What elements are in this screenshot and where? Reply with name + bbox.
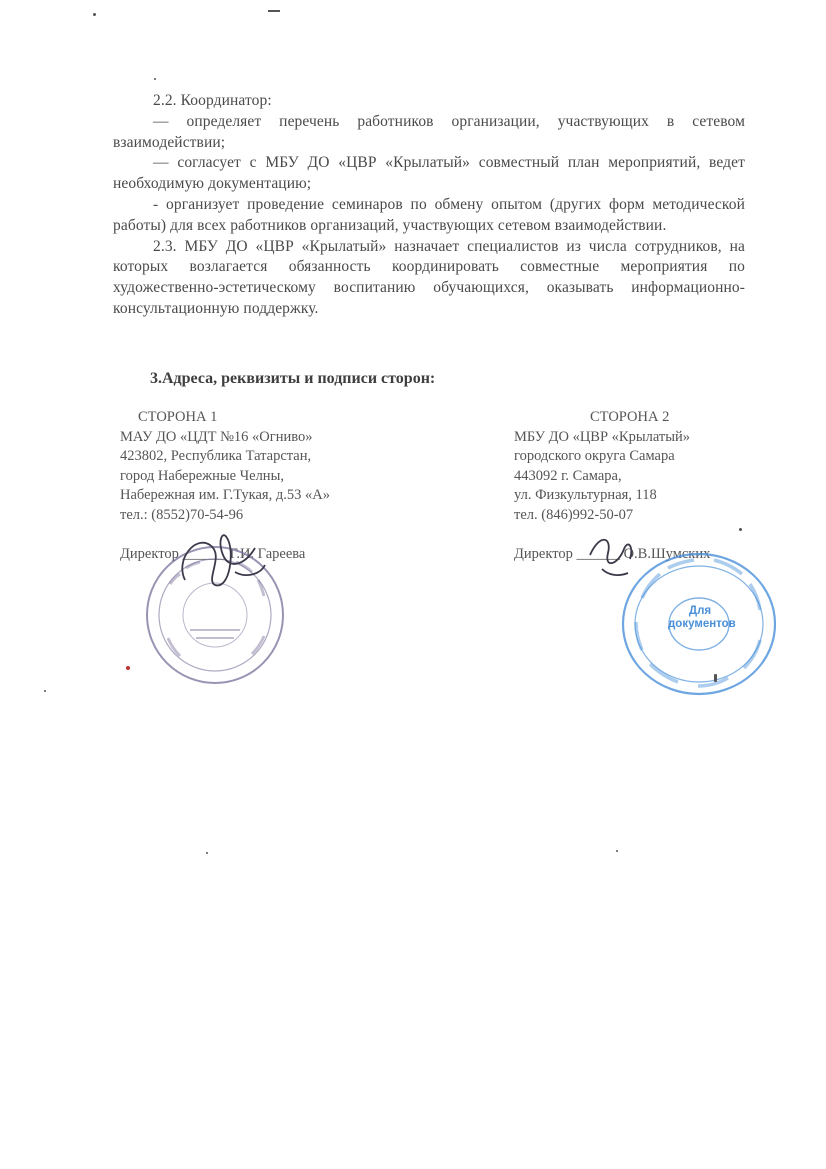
clause-2-2-item-1: — определяет перечень работников организации, участвующих в сетевом взаимодействии;	[113, 112, 745, 151]
scan-speck	[93, 13, 96, 16]
party-2-address-3: ул. Физкультурная, 118	[514, 487, 657, 503]
party-1-phone: тел.: (8552)70-54-96	[120, 506, 244, 523]
clause-2-2-item-3: - организует проведение семинаров по обмену опытом (других форм методической работы) для всех работников организаций, участвующих сетевом взаимодействии.	[113, 195, 745, 234]
scan-speck	[206, 852, 208, 854]
signature-1-mark	[165, 520, 275, 600]
ink-dot	[739, 528, 742, 531]
party-2-address-2: 443092 г. Самара,	[514, 467, 622, 484]
party-1-address-2: город Набережные Челны,	[120, 467, 284, 484]
scan-speck	[268, 10, 280, 12]
party-1-org: МАУ ДО «ЦДТ №16 «Огниво»	[120, 428, 313, 445]
red-ink-dot	[126, 666, 130, 670]
party-2-label: СТОРОНА 2	[590, 409, 670, 425]
clause-2-2-title: 2.2. Координатор:	[153, 92, 272, 109]
party-2-org: МБУ ДО «ЦВР «Крылатый»	[514, 428, 690, 445]
clause-2-3: 2.3. МБУ ДО «ЦВР «Крылатый» назначает специалистов из числа сотрудников, на которых возлагается обязанность координировать совместные мероприятия по художественно-эстетическому воспитанию обучающихся, оказывать информационно-консультационную поддержку.	[113, 237, 745, 317]
ink-mark	[714, 674, 717, 682]
party-2-phone: тел. (846)992-50-07	[514, 506, 634, 523]
signature-2-mark	[582, 525, 642, 585]
party-1-signature-line: Директор ______ Г.И. Гареева	[120, 546, 306, 562]
seal-2-center-text: Для документов	[668, 605, 736, 630]
scan-speck	[154, 78, 156, 80]
scan-speck	[616, 850, 618, 852]
party-1-address-1: 423802, Республика Татарстан,	[120, 448, 312, 464]
party-1-address-3: Набережная им. Г.Тукая, д.53 «А»	[120, 487, 330, 503]
scan-speck	[44, 690, 46, 692]
party-2-address-1: городского округа Самара	[514, 448, 675, 464]
section-3-heading: 3.Адреса, реквизиты и подписи сторон:	[150, 370, 436, 387]
section-2	[113, 91, 745, 320]
party-1-label: СТОРОНА 1	[138, 409, 218, 425]
clause-2-2-item-2: — согласует с МБУ ДО «ЦВР «Крылатый» совместный план мероприятий, ведет необходимую документацию;	[113, 154, 745, 193]
party-2-signature-line: Директор ______ О.В.Шумских	[514, 546, 711, 562]
